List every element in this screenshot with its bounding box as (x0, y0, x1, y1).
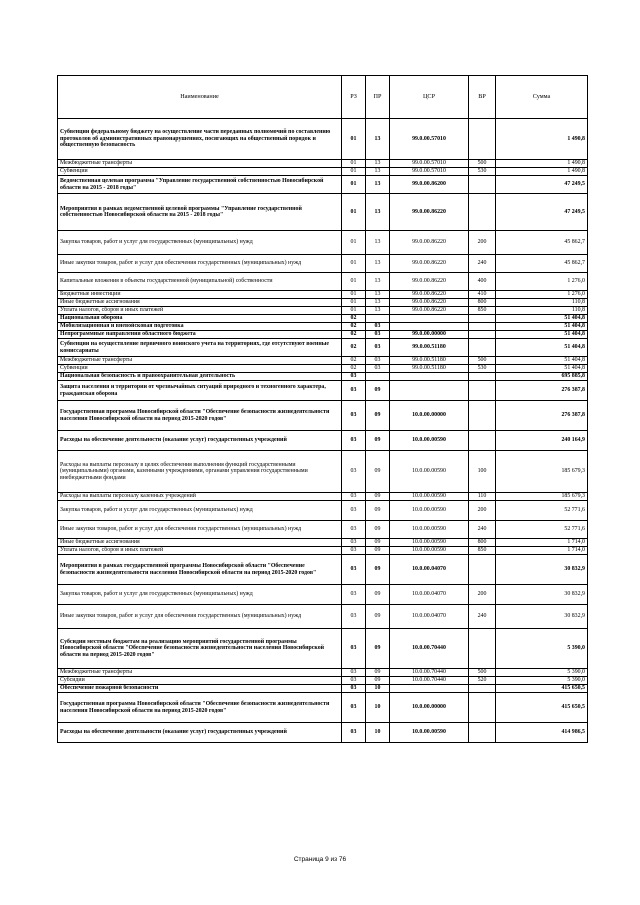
cell-csr: 99.0.00.51180 (390, 365, 469, 373)
cell-pr: 03 (366, 357, 390, 365)
cell-vr: 240 (469, 255, 496, 273)
cell-rz: 03 (342, 381, 366, 401)
cell-pr: 09 (366, 585, 390, 605)
cell-rz: 03 (342, 401, 366, 431)
cell-name: Субвенции федеральному бюджету на осуществление части переданных полномочий по составлению протоколов об административных правонарушениях, посягающих на общественный порядок и общественную безопасность (58, 119, 342, 160)
table-row (58, 451, 588, 493)
cell-name: Защита населения и территории от чрезвычайных ситуаций природного и техногенного характера, гражданская оборона (58, 381, 342, 401)
cell-pr: 13 (366, 119, 390, 160)
cell-name: Иные бюджетные ассигнования (58, 299, 342, 307)
cell-name: Расходы на выплаты персоналу в целях обеспечения выполнения функций государственными (муниципальными) органами, казенными учреждениями, органами управления государственными внебюджетными фондами (58, 451, 342, 493)
table-row (58, 299, 588, 307)
cell-rz: 01 (342, 160, 366, 168)
cell-pr: 13 (366, 194, 390, 231)
cell-name: Мероприятия в рамках ведомственной целевой программы "Управление государственной собственностью Новосибирской области на 2015 - 2018 годы" (58, 194, 342, 231)
table-row (58, 677, 588, 685)
cell-name: Иные закупки товаров, работ и услуг для обеспечения государственных (муниципальных) нужд (58, 605, 342, 629)
cell-csr: 10.0.00.04070 (390, 585, 469, 605)
cell-pr: 13 (366, 176, 390, 194)
table-row (58, 501, 588, 521)
cell-sum: 47 249,5 (496, 176, 588, 194)
cell-vr: 850 (469, 547, 496, 555)
cell-csr: 99.0.00.86220 (390, 299, 469, 307)
cell-vr: 200 (469, 585, 496, 605)
cell-csr: 10.0.00.00590 (390, 493, 469, 501)
cell-pr: 09 (366, 669, 390, 677)
cell-pr: 13 (366, 255, 390, 273)
cell-vr: 200 (469, 231, 496, 255)
cell-vr: 530 (469, 168, 496, 176)
cell-pr: 13 (366, 299, 390, 307)
cell-pr: 09 (366, 381, 390, 401)
cell-rz: 02 (342, 339, 366, 357)
cell-pr: 03 (366, 339, 390, 357)
cell-vr: 530 (469, 365, 496, 373)
cell-vr (469, 315, 496, 323)
cell-pr: 10 (366, 693, 390, 723)
cell-sum: 1 490,8 (496, 119, 588, 160)
cell-rz: 02 (342, 331, 366, 339)
table-row (58, 168, 588, 176)
cell-rz: 03 (342, 373, 366, 381)
cell-vr (469, 119, 496, 160)
cell-csr: 99.0.00.86200 (390, 176, 469, 194)
cell-vr: 850 (469, 307, 496, 315)
cell-vr: 500 (469, 669, 496, 677)
cell-vr (469, 194, 496, 231)
cell-csr: 99.0.00.51180 (390, 339, 469, 357)
cell-pr: 13 (366, 307, 390, 315)
cell-csr: 10.0.00.70440 (390, 629, 469, 669)
header-vr: ВР (469, 76, 496, 119)
cell-rz: 01 (342, 307, 366, 315)
cell-csr: 99.0.00.86220 (390, 255, 469, 273)
cell-name: Иные закупки товаров, работ и услуг для обеспечения государственных (муниципальных) нужд (58, 255, 342, 273)
cell-sum: 45 862,7 (496, 231, 588, 255)
cell-pr: 13 (366, 160, 390, 168)
cell-pr: 09 (366, 539, 390, 547)
cell-rz: 01 (342, 291, 366, 299)
cell-vr: 110 (469, 493, 496, 501)
cell-sum: 5 390,0 (496, 669, 588, 677)
cell-pr (366, 315, 390, 323)
cell-sum: 47 249,5 (496, 194, 588, 231)
cell-name: Государственная программа Новосибирской области "Обеспечение безопасности жизнедеятельности населения Новосибирской области на период 2015-2020 годов" (58, 401, 342, 431)
cell-pr: 09 (366, 493, 390, 501)
cell-sum: 51 404,8 (496, 365, 588, 373)
cell-pr: 09 (366, 629, 390, 669)
cell-sum: 276 387,8 (496, 401, 588, 431)
cell-name: Закупка товаров, работ и услуг для государственных (муниципальных) нужд (58, 501, 342, 521)
cell-sum: 45 862,7 (496, 255, 588, 273)
cell-rz: 02 (342, 323, 366, 331)
cell-pr: 09 (366, 547, 390, 555)
cell-name: Бюджетные инвестиции (58, 291, 342, 299)
cell-csr: 99.0.00.00000 (390, 331, 469, 339)
cell-rz: 03 (342, 605, 366, 629)
cell-csr: 10.0.00.70440 (390, 669, 469, 677)
cell-name: Иные бюджетные ассигнования (58, 539, 342, 547)
cell-vr (469, 723, 496, 743)
table-row (58, 381, 588, 401)
cell-sum: 110,8 (496, 299, 588, 307)
cell-name: Закупка товаров, работ и услуг для государственных (муниципальных) нужд (58, 585, 342, 605)
cell-rz: 03 (342, 685, 366, 693)
cell-csr: 99.0.00.51180 (390, 357, 469, 365)
cell-name: Расходы на обеспечение деятельности (оказание услуг) государственных учреждений (58, 431, 342, 451)
cell-name: Государственная программа Новосибирской области "Обеспечение безопасности жизнедеятельности населения Новосибирской области на период 2015-2020 годов" (58, 693, 342, 723)
table-row (58, 585, 588, 605)
cell-csr: 10.0.00.00000 (390, 693, 469, 723)
cell-sum: 414 986,5 (496, 723, 588, 743)
table-header-row (58, 76, 588, 119)
cell-rz: 01 (342, 273, 366, 291)
cell-csr: 10.0.00.00590 (390, 431, 469, 451)
cell-vr: 800 (469, 539, 496, 547)
cell-name: Субсидии (58, 677, 342, 685)
cell-vr (469, 381, 496, 401)
cell-vr: 500 (469, 160, 496, 168)
cell-name: Уплата налогов, сборов и иных платежей (58, 307, 342, 315)
cell-pr: 09 (366, 605, 390, 629)
cell-name: Иные закупки товаров, работ и услуг для обеспечения государственных (муниципальных) нужд (58, 521, 342, 539)
cell-rz: 01 (342, 255, 366, 273)
cell-csr: 10.0.00.00590 (390, 501, 469, 521)
table-row (58, 315, 588, 323)
table-row (58, 547, 588, 555)
cell-name: Межбюджетные трансферты (58, 669, 342, 677)
cell-sum: 1 276,0 (496, 273, 588, 291)
cell-name: Закупка товаров, работ и услуг для государственных (муниципальных) нужд (58, 231, 342, 255)
cell-vr (469, 431, 496, 451)
table-row (58, 373, 588, 381)
cell-vr (469, 323, 496, 331)
cell-rz: 03 (342, 723, 366, 743)
cell-sum: 1 276,0 (496, 291, 588, 299)
cell-name: Субвенции на осуществление первичного воинского учета на территориях, где отсутствуют военные комиссариаты (58, 339, 342, 357)
cell-pr: 09 (366, 521, 390, 539)
cell-rz: 03 (342, 521, 366, 539)
cell-name: Непрограммные направления областного бюджета (58, 331, 342, 339)
cell-vr: 520 (469, 677, 496, 685)
header-csr: ЦСР (390, 76, 469, 119)
cell-sum: 30 832,9 (496, 585, 588, 605)
table-row (58, 693, 588, 723)
cell-name: Расходы на выплаты персоналу казенных учреждений (58, 493, 342, 501)
cell-vr (469, 176, 496, 194)
cell-csr: 10.0.00.00590 (390, 451, 469, 493)
cell-vr: 400 (469, 273, 496, 291)
cell-vr (469, 339, 496, 357)
cell-vr (469, 555, 496, 585)
cell-rz: 03 (342, 669, 366, 677)
cell-vr (469, 685, 496, 693)
table-row (58, 231, 588, 255)
table-row (58, 365, 588, 373)
cell-rz: 01 (342, 231, 366, 255)
cell-sum: 5 390,0 (496, 677, 588, 685)
cell-pr: 09 (366, 501, 390, 521)
cell-pr: 13 (366, 291, 390, 299)
cell-sum: 1 714,0 (496, 539, 588, 547)
cell-csr: 10.0.00.00000 (390, 401, 469, 431)
cell-sum: 30 832,9 (496, 555, 588, 585)
cell-sum: 51 404,8 (496, 315, 588, 323)
table-row (58, 255, 588, 273)
cell-csr (390, 315, 469, 323)
cell-pr (366, 373, 390, 381)
table-row (58, 555, 588, 585)
cell-name: Субвенции (58, 168, 342, 176)
cell-name: Обеспечение пожарной безопасности (58, 685, 342, 693)
table-row (58, 605, 588, 629)
cell-sum: 1 714,0 (496, 547, 588, 555)
cell-pr: 03 (366, 331, 390, 339)
cell-csr: 99.0.00.57010 (390, 160, 469, 168)
cell-pr: 03 (366, 323, 390, 331)
cell-rz: 03 (342, 693, 366, 723)
table-row (58, 493, 588, 501)
page-number: Страница 9 из 76 (293, 856, 347, 863)
cell-sum: 51 404,8 (496, 357, 588, 365)
cell-csr (390, 381, 469, 401)
table-row (58, 629, 588, 669)
table-row (58, 331, 588, 339)
cell-vr: 200 (469, 501, 496, 521)
header-name: Наименование (58, 76, 342, 119)
cell-vr: 100 (469, 451, 496, 493)
cell-name: Мобилизационная и вневойсковая подготовка (58, 323, 342, 331)
cell-pr: 13 (366, 168, 390, 176)
cell-csr: 99.0.00.86220 (390, 273, 469, 291)
cell-rz: 02 (342, 315, 366, 323)
cell-csr (390, 373, 469, 381)
cell-pr: 10 (366, 685, 390, 693)
table-row (58, 539, 588, 547)
cell-rz: 03 (342, 431, 366, 451)
table-row (58, 669, 588, 677)
header-rz: РЗ (342, 76, 366, 119)
cell-vr: 410 (469, 291, 496, 299)
cell-csr: 10.0.00.04070 (390, 605, 469, 629)
cell-sum: 415 650,5 (496, 685, 588, 693)
table-row (58, 307, 588, 315)
table-row (58, 194, 588, 231)
table-row (58, 401, 588, 431)
cell-sum: 52 771,6 (496, 501, 588, 521)
table-row (58, 119, 588, 160)
cell-pr: 13 (366, 231, 390, 255)
table-row (58, 685, 588, 693)
cell-csr: 10.0.00.00590 (390, 723, 469, 743)
cell-rz: 01 (342, 119, 366, 160)
cell-name: Субсидии местным бюджетам на реализацию мероприятий государственной программы Новосибирской области "Обеспечение безопасности жизнедеятельности населения Новосибирской области на период 2015-2020 годов" (58, 629, 342, 669)
cell-sum: 52 771,6 (496, 521, 588, 539)
cell-name: Межбюджетные трансферты (58, 357, 342, 365)
cell-sum: 1 490,8 (496, 160, 588, 168)
cell-name: Расходы на обеспечение деятельности (оказание услуг) государственных учреждений (58, 723, 342, 743)
table-row (58, 273, 588, 291)
cell-sum: 110,8 (496, 307, 588, 315)
cell-csr: 99.0.00.57010 (390, 119, 469, 160)
cell-name: Национальная оборона (58, 315, 342, 323)
cell-name: Межбюджетные трансферты (58, 160, 342, 168)
budget-table (57, 75, 588, 743)
cell-sum: 51 404,8 (496, 339, 588, 357)
cell-rz: 01 (342, 194, 366, 231)
cell-pr: 09 (366, 401, 390, 431)
cell-csr (390, 323, 469, 331)
table-row (58, 339, 588, 357)
cell-rz: 01 (342, 176, 366, 194)
cell-sum: 51 404,8 (496, 331, 588, 339)
cell-vr: 500 (469, 357, 496, 365)
cell-name: Ведомственная целевая программа "Управление государственной собственностью Новосибирской области на 2015 - 2018 годы" (58, 176, 342, 194)
header-pr: ПР (366, 76, 390, 119)
cell-sum: 240 164,9 (496, 431, 588, 451)
cell-rz: 01 (342, 299, 366, 307)
cell-vr: 240 (469, 521, 496, 539)
cell-vr (469, 401, 496, 431)
cell-rz: 02 (342, 365, 366, 373)
cell-vr: 240 (469, 605, 496, 629)
cell-csr: 99.0.00.57010 (390, 168, 469, 176)
cell-pr: 09 (366, 555, 390, 585)
table-body (58, 119, 588, 743)
table-row (58, 521, 588, 539)
cell-csr: 99.0.00.86220 (390, 307, 469, 315)
cell-csr: 10.0.00.04070 (390, 555, 469, 585)
cell-csr: 10.0.00.00590 (390, 539, 469, 547)
cell-csr: 10.0.00.70440 (390, 677, 469, 685)
cell-rz: 03 (342, 493, 366, 501)
cell-sum: 185 679,3 (496, 493, 588, 501)
cell-vr: 800 (469, 299, 496, 307)
cell-csr: 10.0.00.00590 (390, 547, 469, 555)
cell-name: Национальная безопасность и правоохранительная деятельность (58, 373, 342, 381)
cell-pr: 09 (366, 451, 390, 493)
cell-csr: 10.0.00.00590 (390, 521, 469, 539)
cell-name: Капитальные вложения в объекты государственной (муниципальной) собственности (58, 273, 342, 291)
table-row (58, 291, 588, 299)
cell-name: Мероприятия в рамках государственной программы Новосибирской области "Обеспечение безопасности жизнедеятельности населения Новосибирской области на период 2015-2020 годов" (58, 555, 342, 585)
cell-name: Субвенции (58, 365, 342, 373)
cell-rz: 03 (342, 547, 366, 555)
header-sum: Сумма (496, 76, 588, 119)
cell-rz: 03 (342, 677, 366, 685)
cell-rz: 03 (342, 585, 366, 605)
cell-vr (469, 331, 496, 339)
cell-csr: 99.0.00.86220 (390, 194, 469, 231)
table-row (58, 323, 588, 331)
cell-sum: 30 832,9 (496, 605, 588, 629)
cell-sum: 1 490,8 (496, 168, 588, 176)
cell-sum: 5 390,0 (496, 629, 588, 669)
cell-sum: 185 679,3 (496, 451, 588, 493)
table-row (58, 160, 588, 168)
cell-name: Уплата налогов, сборов и иных платежей (58, 547, 342, 555)
cell-vr (469, 693, 496, 723)
cell-sum: 415 650,5 (496, 693, 588, 723)
cell-sum: 51 404,8 (496, 323, 588, 331)
cell-rz: 03 (342, 451, 366, 493)
cell-vr (469, 629, 496, 669)
cell-csr (390, 685, 469, 693)
table-row (58, 723, 588, 743)
cell-rz: 02 (342, 357, 366, 365)
cell-sum: 276 387,8 (496, 381, 588, 401)
cell-rz: 03 (342, 539, 366, 547)
cell-sum: 695 885,8 (496, 373, 588, 381)
cell-csr: 99.0.00.86220 (390, 231, 469, 255)
cell-pr: 09 (366, 431, 390, 451)
table-row (58, 431, 588, 451)
cell-rz: 01 (342, 168, 366, 176)
cell-pr: 03 (366, 365, 390, 373)
cell-rz: 03 (342, 501, 366, 521)
cell-pr: 09 (366, 677, 390, 685)
cell-pr: 10 (366, 723, 390, 743)
cell-rz: 03 (342, 555, 366, 585)
table-row (58, 176, 588, 194)
cell-rz: 03 (342, 629, 366, 669)
cell-vr (469, 373, 496, 381)
table-row (58, 357, 588, 365)
cell-csr: 99.0.00.86220 (390, 291, 469, 299)
cell-pr: 13 (366, 273, 390, 291)
